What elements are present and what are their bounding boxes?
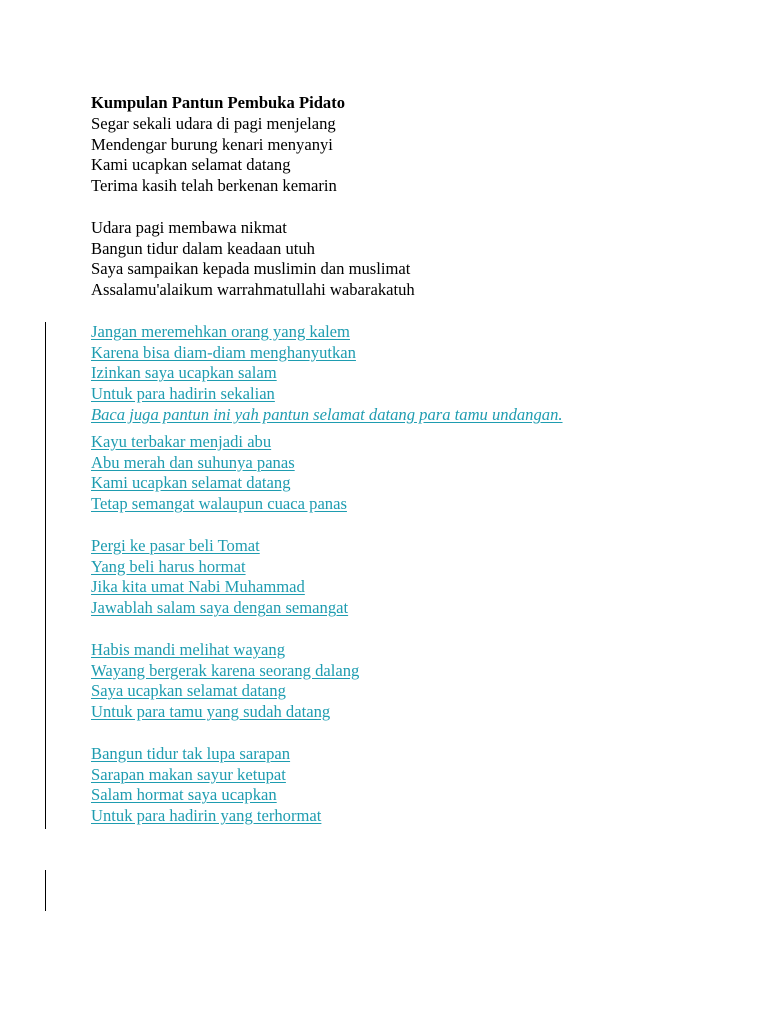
stanza-line: Segar sekali udara di pagi menjelang <box>91 113 336 133</box>
stanza-7 <box>91 744 731 827</box>
stanza-line: Mendengar burung kenari menyanyi <box>91 134 333 154</box>
document-title: Kumpulan Pantun Pembuka Pidato <box>91 93 346 112</box>
stanza-line: Udara pagi membawa nikmat <box>91 217 287 237</box>
stanza-spacer <box>91 619 731 640</box>
stanza-link[interactable]: Kayu terbakar menjadi abu <box>91 431 272 451</box>
stanza-spacer <box>91 515 731 536</box>
stanza-link[interactable]: Izinkan saya ucapkan salam <box>91 363 277 383</box>
stanza-link[interactable]: Bangun tidur tak lupa sarapan <box>91 743 291 763</box>
stanza-line: Terima kasih telah berkenan kemarin <box>91 176 337 196</box>
stanza-link[interactable]: Tetap semangat walaupun cuaca panas <box>91 494 347 514</box>
stanza-link[interactable]: Untuk para tamu yang sudah datang <box>91 702 331 722</box>
stanza-link[interactable]: Sarapan makan sayur ketupat <box>91 764 286 784</box>
stanza-link[interactable]: Karena bisa diam-diam menghanyutkan <box>91 342 356 362</box>
stanza-line: Assalamu'alaikum warrahmatullahi wabarakatuh <box>91 280 415 300</box>
read-also-link[interactable]: Baca juga pantun ini yah pantun selamat datang para tamu undangan. <box>91 404 563 424</box>
stanza-spacer <box>91 723 731 744</box>
stanza-link[interactable]: Saya ucapkan selamat datang <box>91 681 286 701</box>
stanza-link[interactable]: Pergi ke pasar beli Tomat <box>91 535 260 555</box>
stanza-3 <box>91 322 731 405</box>
stanza-line: Kami ucapkan selamat datang <box>91 155 291 175</box>
stanza-spacer <box>91 197 731 218</box>
stanza-link[interactable]: Habis mandi melihat wayang <box>91 639 286 659</box>
stanza-link[interactable]: Kami ucapkan selamat datang <box>91 473 291 493</box>
stanza-5 <box>91 536 731 619</box>
stanza-link[interactable]: Untuk para hadirin yang terhormat <box>91 806 322 826</box>
stanza-4 <box>91 432 731 515</box>
stanza-6 <box>91 640 731 723</box>
stanza-1 <box>91 114 731 197</box>
stanza-2 <box>91 218 731 301</box>
stanza-link[interactable]: Salam hormat saya ucapkan <box>91 785 277 805</box>
stanza-link[interactable]: Jangan meremehkan orang yang kalem <box>91 321 350 341</box>
stanza-spacer <box>91 301 731 322</box>
document-body <box>91 93 731 827</box>
stanza-link[interactable]: Untuk para hadirin sekalian <box>91 384 275 404</box>
stanza-link[interactable]: Abu merah dan suhunya panas <box>91 452 295 472</box>
stanza-line: Saya sampaikan kepada muslimin dan muslimat <box>91 259 411 279</box>
stanza-link[interactable]: Jawablah salam saya dengan semangat <box>91 598 349 618</box>
stanza-link[interactable]: Wayang bergerak karena seorang dalang <box>91 660 360 680</box>
stanza-link[interactable]: Yang beli harus hormat <box>91 556 246 576</box>
stanza-line: Bangun tidur dalam keadaan utuh <box>91 238 315 258</box>
change-bar <box>45 322 46 829</box>
change-bar <box>45 870 46 911</box>
stanza-link[interactable]: Jika kita umat Nabi Muhammad <box>91 577 305 597</box>
